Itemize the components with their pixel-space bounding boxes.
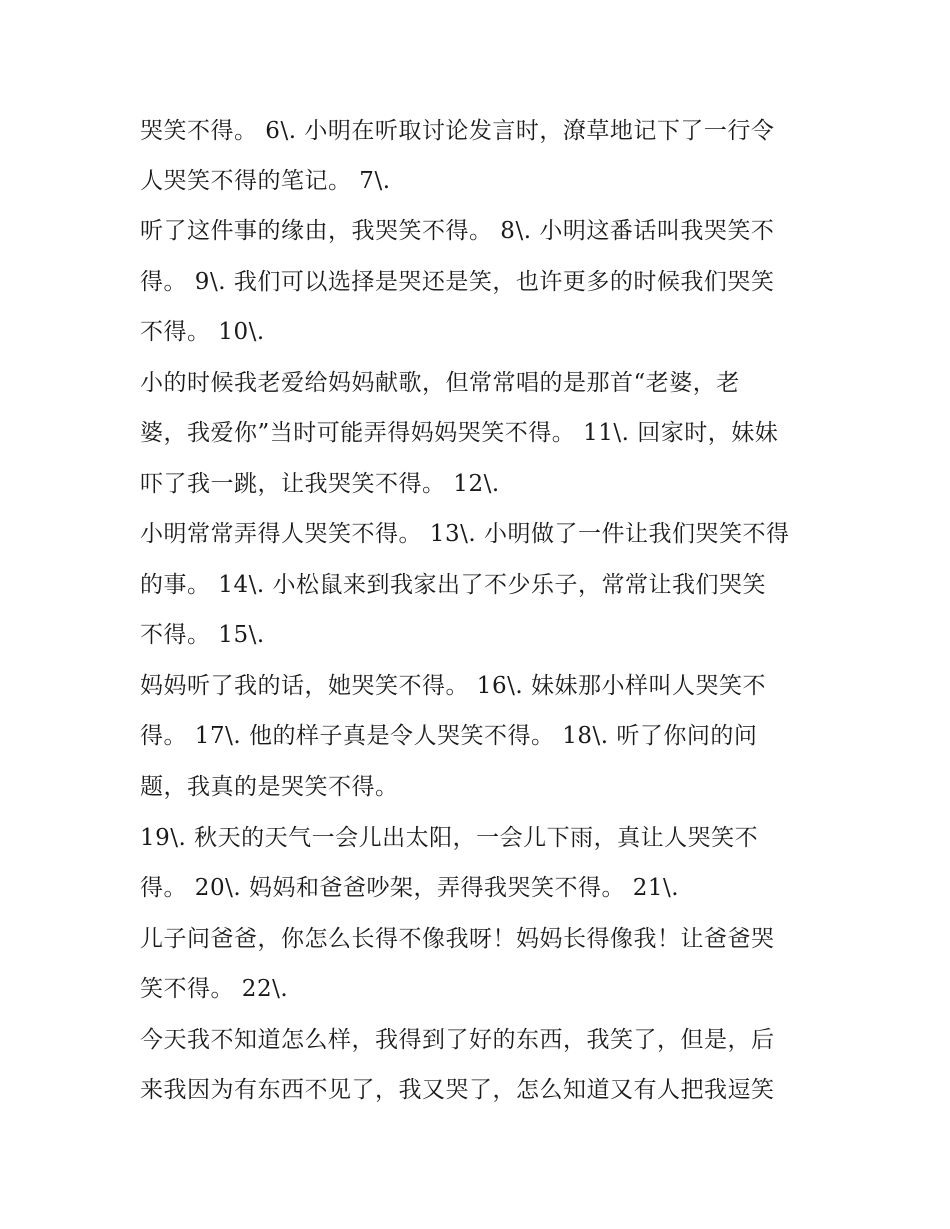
text-line: 来我因为有东西不见了，我又哭了，怎么知道又有人把我逗笑	[140, 1077, 775, 1103]
text-line: 不得。 10\.	[140, 319, 265, 345]
text-line: 小的时候我老爱给妈妈献歌，但常常唱的是那首“老婆，老	[140, 370, 740, 396]
text-line: 哭笑不得。 6\. 小明在听取讨论发言时，潦草地记下了一行令	[140, 118, 775, 144]
text-line: 小明常常弄得人哭笑不得。 13\. 小明做了一件让我们哭笑不得	[140, 521, 790, 547]
text-line: 听了这件事的缘由，我哭笑不得。 8\. 小明这番话叫我哭笑不	[140, 218, 775, 244]
text-line: 儿子问爸爸，你怎么长得不像我呀！妈妈长得像我！让爸爸哭	[140, 926, 775, 952]
text-line: 的事。 14\. 小松鼠来到我家出了不少乐子，常常让我们哭笑	[140, 572, 766, 598]
text-line: 今天我不知道怎么样，我得到了好的东西，我笑了，但是，后	[140, 1027, 775, 1053]
text-line: 不得。 15\.	[140, 622, 265, 648]
text-line: 妈妈听了我的话，她哭笑不得。 16\. 妹妹那小样叫人哭笑不	[140, 673, 766, 699]
text-line: 题，我真的是哭笑不得。	[140, 774, 399, 800]
text-line: 得。 17\. 他的样子真是令人哭笑不得。 18\. 听了你问的问	[140, 723, 758, 749]
text-line: 得。 20\. 妈妈和爸爸吵架，弄得我哭笑不得。 21\.	[140, 875, 680, 901]
text-line: 笑不得。 22\.	[140, 976, 289, 1002]
text-line: 19\. 秋天的天气一会儿出太阳，一会儿下雨，真让人哭笑不	[140, 825, 759, 851]
text-line: 婆，我爱你”当时可能弄得妈妈哭笑不得。 11\. 回家时，妹妹	[140, 420, 779, 446]
text-line: 人哭笑不得的笔记。 7\.	[140, 168, 391, 194]
text-line: 得。 9\. 我们可以选择是哭还是笑，也许更多的时候我们哭笑	[140, 269, 775, 295]
text-line: 吓了我一跳，让我哭笑不得。 12\.	[140, 471, 500, 497]
